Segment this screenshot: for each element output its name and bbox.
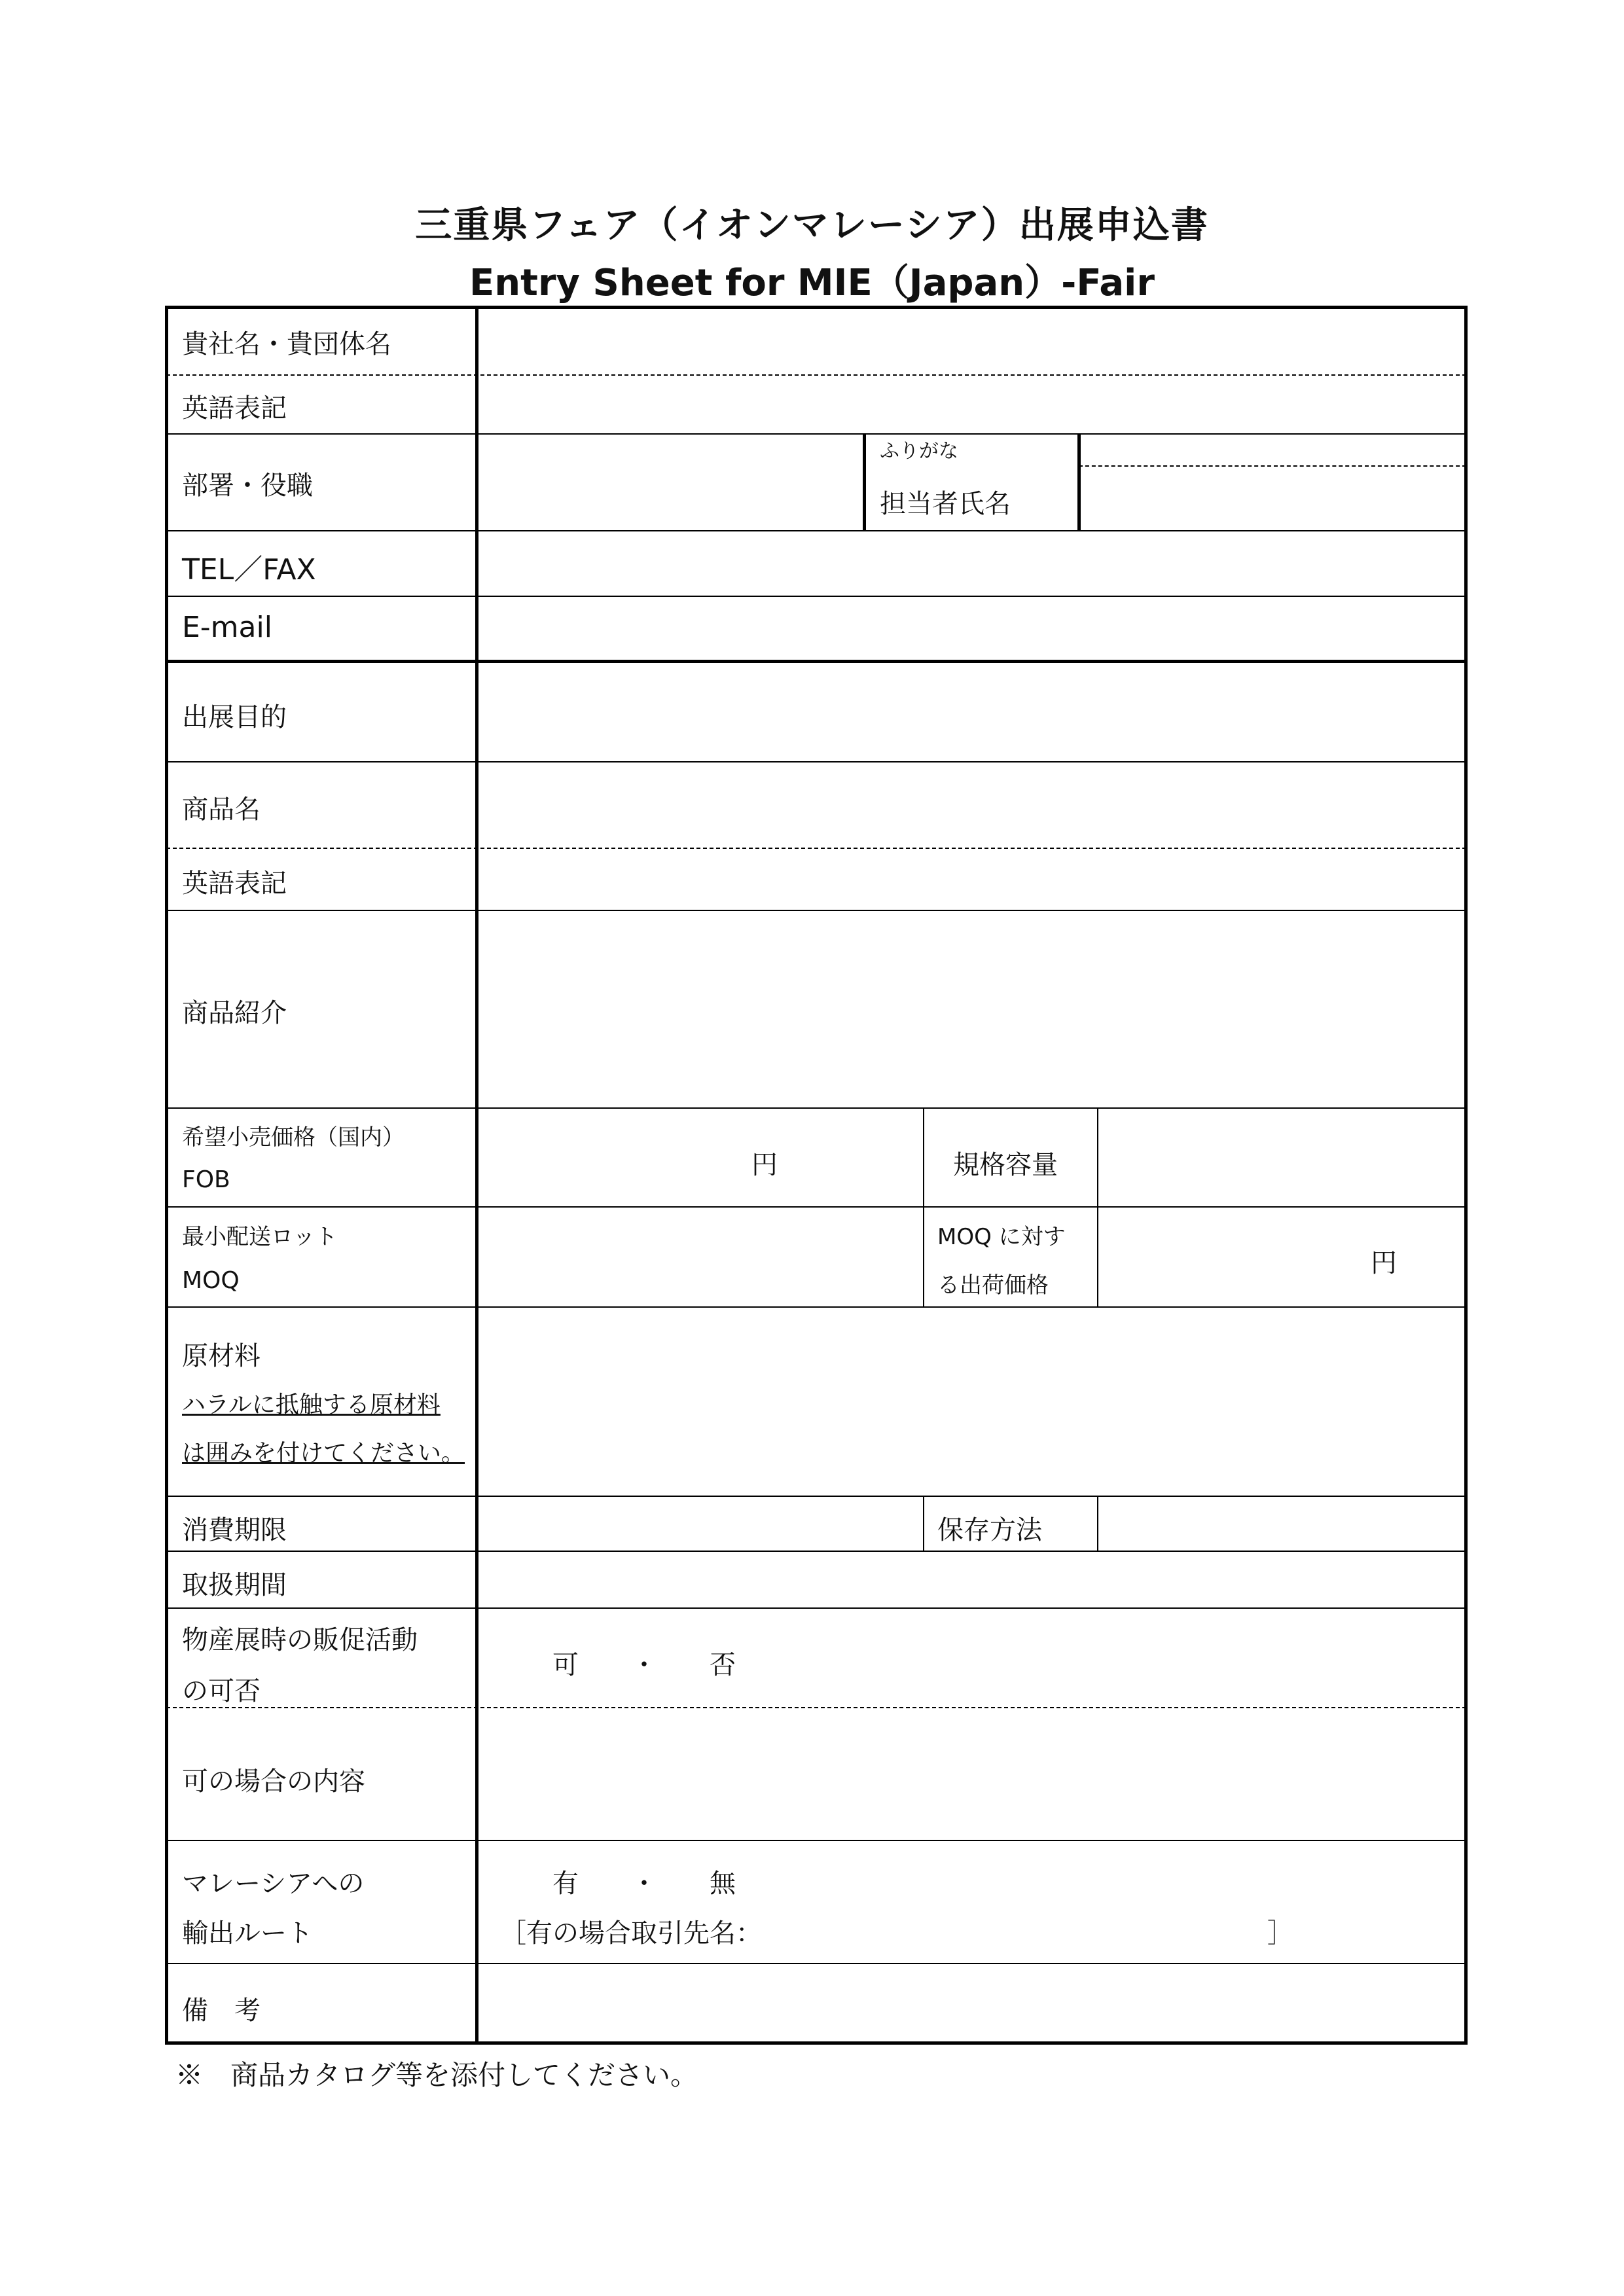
- export-route-label-2: 輸出ルート: [182, 1918, 313, 1948]
- row-line: [166, 1496, 1466, 1497]
- expiry-label: 消費期限: [182, 1515, 287, 1545]
- company-name-label: 貴社名・貴団体名: [182, 329, 391, 359]
- footnote: ※ 商品カタログ等を添付してください。: [175, 2059, 698, 2091]
- product-name-field[interactable]: [480, 764, 1462, 846]
- tel-fax-label: TEL／FAX: [182, 553, 316, 586]
- row-line: [166, 530, 1466, 531]
- promo-details-label: 可の場合の内容: [182, 1767, 365, 1797]
- halal-note-1: ハラルに抵触する原材料: [182, 1391, 441, 1418]
- email-label: E-mail: [182, 611, 272, 644]
- row-line: [166, 910, 1466, 911]
- company-name-en-field[interactable]: [480, 377, 1462, 432]
- export-partner-open: ［有の場合取引先名：: [500, 1918, 762, 1948]
- storage-field[interactable]: [1100, 1498, 1462, 1549]
- storage-divider: [1097, 1496, 1098, 1551]
- moq-price-label-1: MOQ に対す: [937, 1224, 1066, 1250]
- product-intro-field[interactable]: [480, 912, 1462, 1106]
- furigana-label: ふりがな: [880, 440, 958, 463]
- ingredients-field[interactable]: [480, 1309, 1462, 1494]
- export-partner-close: ］: [1267, 1918, 1293, 1948]
- furigana-line: [1079, 465, 1466, 467]
- handling-period-label: 取扱期間: [182, 1570, 287, 1600]
- purpose-field[interactable]: [480, 664, 1462, 759]
- moq-price-field[interactable]: [1100, 1209, 1462, 1305]
- min-lot-field[interactable]: [480, 1209, 922, 1305]
- contact-label-divider: [1077, 433, 1081, 530]
- contact-person-field[interactable]: [1083, 469, 1462, 529]
- promo-label-1: 物産展時の販促活動: [182, 1625, 418, 1655]
- row-line: [166, 433, 1466, 435]
- product-name-en-label: 英語表記: [182, 869, 287, 899]
- contact-person-label: 担当者氏名: [880, 489, 1011, 519]
- row-line: [166, 761, 1466, 762]
- row-line: [166, 1707, 1466, 1708]
- remarks-label: 備 考: [182, 1996, 261, 2026]
- promo-options[interactable]: 可 ・ 否: [552, 1650, 736, 1680]
- yen-unit: 円: [1371, 1248, 1397, 1278]
- product-name-label: 商品名: [182, 795, 261, 825]
- spec-capacity-label: 規格容量: [953, 1150, 1058, 1180]
- row-line: [166, 1840, 1466, 1841]
- row-line: [166, 1963, 1466, 1964]
- row-line: [166, 1607, 1466, 1609]
- remarks-field[interactable]: [480, 1965, 1462, 2041]
- product-name-en-field[interactable]: [480, 850, 1462, 908]
- promo-label-2: の可否: [182, 1676, 261, 1706]
- ingredients-label: 原材料: [182, 1341, 261, 1371]
- company-name-field[interactable]: [480, 310, 1462, 373]
- row-line: [166, 374, 1466, 376]
- email-field[interactable]: [480, 598, 1462, 658]
- section-line: [166, 660, 1466, 663]
- retail-price-field[interactable]: [480, 1110, 922, 1205]
- retail-price-label: 希望小売価格（国内）: [182, 1124, 405, 1151]
- tel-fax-field[interactable]: [480, 533, 1462, 594]
- department-label: 部署・役職: [182, 471, 313, 501]
- halal-note-2: は囲みを付けてください。: [182, 1440, 465, 1467]
- row-line: [166, 1206, 1466, 1208]
- row-line: [166, 848, 1466, 849]
- furigana-field[interactable]: [1083, 436, 1462, 465]
- min-lot-label: 最小配送ロット: [182, 1224, 338, 1250]
- moq-label: MOQ: [182, 1267, 240, 1294]
- product-intro-label: 商品紹介: [182, 998, 287, 1028]
- page-title-english: Entry Sheet for MIE（Japan）-Fair: [469, 262, 1155, 304]
- purpose-label: 出展目的: [182, 702, 287, 732]
- row-line: [166, 1306, 1466, 1308]
- row-line: [166, 596, 1466, 597]
- promo-details-field[interactable]: [480, 1710, 1462, 1839]
- moq-price-label-2: る出荷価格: [937, 1272, 1049, 1299]
- row-line: [166, 1107, 1466, 1109]
- yen-unit: 円: [751, 1150, 778, 1180]
- page-title-japanese: 三重県フェア（イオンマレーシア）出展申込書: [415, 204, 1209, 247]
- expiry-divider: [923, 1496, 924, 1551]
- department-divider: [863, 433, 866, 530]
- row-line: [166, 1551, 1466, 1552]
- label-column-divider: [475, 306, 478, 2045]
- export-route-label-1: マレーシアへの: [182, 1869, 365, 1899]
- expiry-field[interactable]: [480, 1498, 922, 1549]
- handling-period-field[interactable]: [480, 1553, 1462, 1606]
- spec-capacity-field[interactable]: [1100, 1110, 1462, 1205]
- company-name-en-label: 英語表記: [182, 393, 287, 423]
- fob-label: FOB: [182, 1166, 230, 1193]
- export-options[interactable]: 有 ・ 無: [552, 1869, 736, 1899]
- department-field[interactable]: [480, 436, 860, 529]
- storage-label: 保存方法: [937, 1515, 1042, 1545]
